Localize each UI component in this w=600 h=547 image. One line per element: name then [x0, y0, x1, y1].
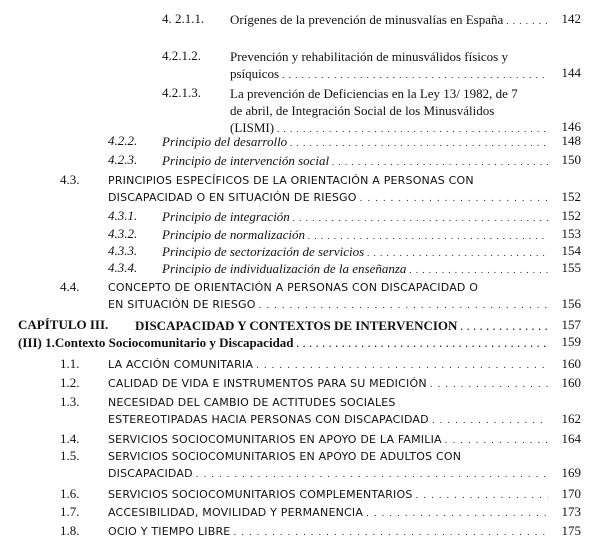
toc-page-number: 173 [561, 504, 581, 519]
toc-title-line: SERVICIOS SOCIOCOMUNITARIOS EN APOYO DE LA FAMILIA [108, 433, 442, 446]
dot-leader [282, 65, 548, 84]
toc-title-line: DISCAPACIDAD O EN SITUACIÓN DE RIESGO [108, 191, 357, 204]
toc-title [108, 172, 548, 208]
toc-title-line: OCIO Y TIEMPO LIBRE [108, 525, 231, 538]
toc-section-number: 4.3.3. [108, 243, 138, 258]
dot-leader [432, 411, 548, 430]
dot-leader [332, 152, 548, 171]
toc-title-line: (LISMI) [230, 120, 275, 135]
dot-leader [293, 208, 548, 227]
toc-page-number: 175 [561, 523, 581, 538]
toc-title [18, 334, 548, 353]
toc-title-line: CONCEPTO DE ORIENTACIÓN A PERSONAS CON DISCAPACIDAD O [108, 281, 479, 294]
toc-section-number: 4. 2.1.1. [162, 11, 205, 26]
toc-page-number: 146 [561, 119, 581, 134]
toc-section-number: 1.6. [60, 486, 80, 501]
toc-title-line: ACCESIBILIDAD, MOVILIDAD Y PERMANENCIA [108, 506, 364, 519]
dot-leader [259, 296, 548, 315]
dot-leader [196, 465, 548, 484]
toc-title-line: Principio de normalización [162, 227, 305, 242]
toc-section-number: 1.2. [60, 375, 80, 390]
toc-page-number: 160 [561, 375, 581, 390]
toc-page-number: 159 [561, 334, 581, 349]
toc-page-number: 153 [561, 226, 581, 241]
toc-title [230, 85, 548, 138]
toc-title-line: Orígenes de la prevención de minusvalías en España [230, 12, 504, 27]
toc-title [230, 11, 548, 30]
toc-page-number: 156 [561, 296, 581, 311]
toc-section-number: 4.2.3. [108, 152, 138, 167]
toc-section-number: 4.3.1. [108, 208, 138, 223]
toc-title-line: Principio del desarrollo [162, 134, 288, 149]
toc-title [108, 375, 548, 394]
dot-leader [506, 11, 548, 30]
toc-page-number: 152 [561, 189, 581, 204]
toc-section-number: 1.7. [60, 504, 80, 519]
toc-title [162, 260, 548, 279]
dot-leader [233, 523, 548, 542]
dot-leader [430, 375, 548, 394]
toc-section-number: 1.5. [60, 448, 80, 463]
toc-section-number: 4.3. [60, 172, 80, 187]
dot-leader [256, 356, 548, 375]
toc-title [108, 394, 548, 430]
toc-section-number: 1.4. [60, 431, 80, 446]
toc-page-number: 169 [561, 465, 581, 480]
toc-title-line: CALIDAD DE VIDA E INSTRUMENTOS PARA SU MEDICIÓN [108, 377, 427, 390]
toc-section-number: 1.1. [60, 356, 80, 371]
toc-title-line: DISCAPACIDAD [108, 467, 193, 480]
toc-title-line: SERVICIOS SOCIOCOMUNITARIOS COMPLEMENTARIOS [108, 488, 413, 501]
toc-title-line: LA ACCIÓN COMUNITARIA [108, 358, 254, 371]
toc-title-line: Prevención y rehabilitación de minusválidos físicos y [230, 49, 508, 64]
toc-section-number: 4.2.1.2. [162, 48, 201, 63]
toc-title-line: Principio de intervención social [162, 153, 330, 168]
toc-title-line: DISCAPACIDAD Y CONTEXTOS DE INTERVENCION [135, 318, 458, 333]
toc-title-line: psíquicos [230, 66, 280, 81]
dot-leader [409, 260, 548, 279]
toc-title-line: PRINCIPIOS ESPECÍFICOS DE LA ORIENTACIÓN A PERSONAS CON [108, 174, 474, 187]
toc-page-number: 157 [561, 317, 581, 332]
toc-page-number: 162 [561, 411, 581, 426]
toc-title [162, 133, 548, 152]
toc-section-number: 1.3. [60, 394, 80, 409]
toc-title [108, 504, 548, 523]
dot-leader [360, 189, 548, 208]
toc-section-number: 4.4. [60, 279, 80, 294]
dot-leader [290, 133, 548, 152]
toc-title-line: EN SITUACIÓN DE RIESGO [108, 298, 256, 311]
toc-title-line: Principio de individualización de la enseñanza [162, 261, 407, 276]
toc-title-line: SERVICIOS SOCIOCOMUNITARIOS EN APOYO DE ADULTOS CON [108, 450, 462, 463]
toc-section-number: 4.2.2. [108, 133, 138, 148]
toc-page-number: 160 [561, 356, 581, 371]
toc-title [230, 48, 548, 84]
toc-page-number: 170 [561, 486, 581, 501]
dot-leader [297, 334, 548, 353]
toc-title [108, 279, 548, 315]
toc-page-number: 152 [561, 208, 581, 223]
toc-section-number: 4.3.2. [108, 226, 138, 241]
toc-title-line: Principio de integración [162, 209, 290, 224]
toc-page-number: 155 [561, 260, 581, 275]
toc-title-line: (III) 1.Contexto Sociocomunitario y Discapacidad [18, 335, 294, 350]
toc-title [162, 152, 548, 171]
toc-section-number: CAPÍTULO III. [18, 317, 109, 332]
dot-leader [416, 486, 548, 505]
toc-section-number: 4.2.1.3. [162, 85, 201, 100]
toc-section-number: 4.3.4. [108, 260, 138, 275]
toc-page-number: 164 [561, 431, 581, 446]
toc-title [108, 523, 548, 542]
toc-page-number: 150 [561, 152, 581, 167]
toc-title-line: La prevención de Deficiencias en la Ley 13/ 1982, de 7 [230, 86, 518, 101]
toc-title [108, 356, 548, 375]
dot-leader [366, 504, 548, 523]
toc-page-number: 148 [561, 133, 581, 148]
toc-section-number: 1.8. [60, 523, 80, 538]
toc-page-number: 142 [561, 11, 581, 26]
toc-title-line: ESTEREOTIPADAS HACIA PERSONAS CON DISCAPACIDAD [108, 413, 429, 426]
toc-page-number: 144 [561, 65, 581, 80]
toc-page-number: 154 [561, 243, 581, 258]
toc-title-line: NECESIDAD DEL CAMBIO DE ACTITUDES SOCIALES [108, 396, 396, 409]
toc-title [162, 208, 548, 227]
toc-title [108, 448, 548, 484]
toc-title-line: de abril, de Integración Social de los Minusválidos [230, 103, 495, 118]
toc-title-line: Principio de sectorización de servicios [162, 244, 365, 259]
toc-title [108, 486, 548, 505]
